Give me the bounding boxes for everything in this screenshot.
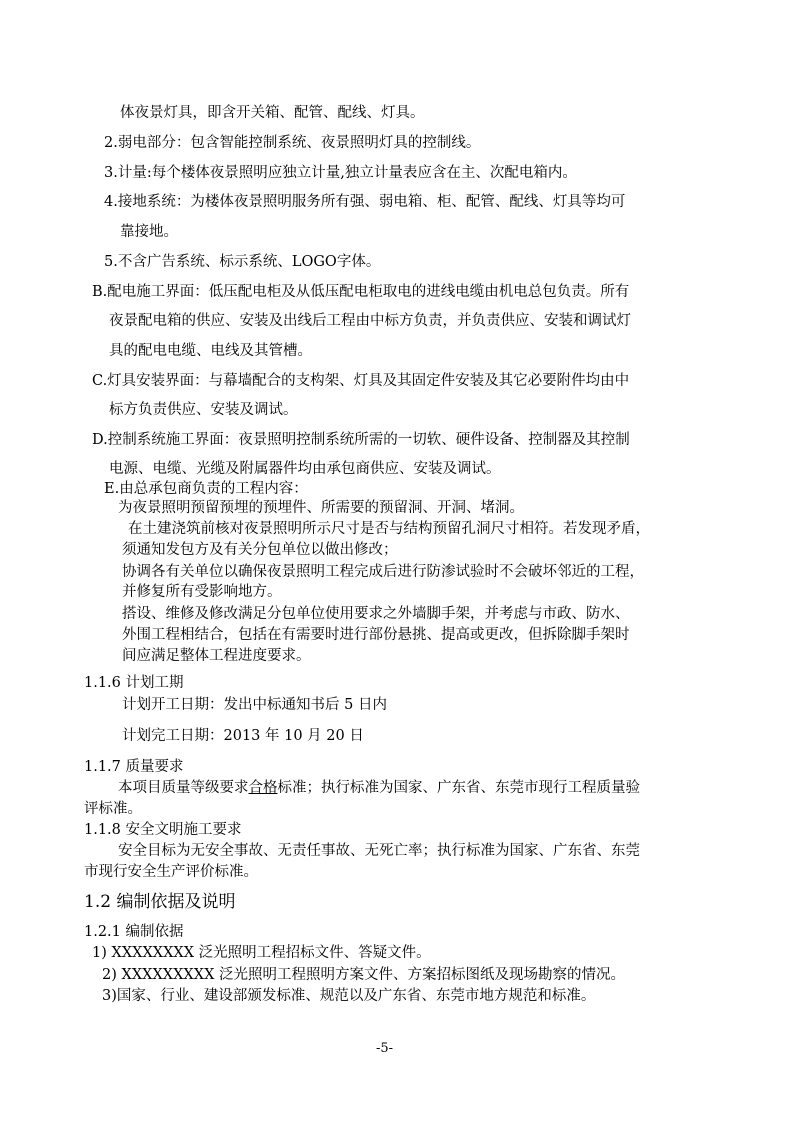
section-heading: 1.2 编制依据及说明: [84, 892, 236, 912]
page-number: -5-: [376, 1041, 394, 1056]
body-text-line: 在土建浇筑前核对夜景照明所示尺寸是否与结构预留孔洞尺寸相符。若发现矛盾，: [128, 521, 650, 537]
body-text-line: 体夜景灯具，即含开关箱、配管、配线、灯具。: [120, 105, 425, 121]
list-item: 4.接地系统：为楼体夜景照明服务所有强、弱电箱、柜、配管、配线、灯具等均可: [104, 194, 626, 210]
body-text-line: 电源、电缆、光缆及附属器件均由承包商供应、安装及调试。: [109, 461, 501, 477]
list-item: 3)国家、行业、建设部颁发标准、规范以及广东省、东莞市地方规范和标准。: [102, 988, 596, 1004]
body-text-line: 外围工程相结合，包括在有需要时进行部份悬挑、提高或更改，但拆除脚手架时: [122, 627, 630, 643]
body-text-line: 计划完工日期：2013 年 10 月 20 日: [122, 728, 364, 744]
underlined-text: 合格: [248, 780, 278, 796]
list-item: 1) XXXXXXXX 泛光照明工程招标文件、答疑文件。: [92, 945, 431, 961]
body-text-line: 间应满足整体工程进度要求。: [122, 648, 311, 664]
body-text-line: 为夜景照明预留预埋的预埋件、所需要的预留洞、开洞、堵洞。: [118, 500, 524, 516]
subsection-heading: 1.1.6 计划工期: [84, 675, 184, 691]
body-text-line: 标方负责供应、安装及调试。: [109, 402, 298, 418]
section-item: B.配电施工界面：低压配电柜及从低压配电柜取电的进线电缆由机电总包负责。所有: [92, 284, 630, 300]
body-text-line: 市现行安全生产评价标准。: [84, 864, 258, 880]
body-text-line: 靠接地。: [120, 224, 178, 240]
text-run: 标准；执行标准为国家、广东省、东莞市现行工程质量验: [277, 780, 640, 796]
list-item: 5.不含广告系统、标示系统、LOGO字体。: [104, 254, 381, 270]
body-text-line: 安全目标为无安全事故、无责任事故、无死亡率；执行标准为国家、广东省、东莞: [118, 843, 640, 859]
body-text-line: 须通知发包方及有关分包单位以做出修改；: [122, 542, 398, 558]
body-text-line: 并修复所有受影响地方。: [122, 584, 282, 600]
section-item: C.灯具安装界面：与幕墙配合的支构架、灯具及其固定件安装及其它必要附件均由中: [92, 373, 630, 389]
section-item: E.由总承包商负责的工程内容：: [104, 481, 308, 497]
body-text-line: 具的配电电缆、电线及其管槽。: [109, 343, 312, 359]
subsection-heading: 1.1.7 质量要求: [84, 759, 184, 775]
body-text-line: 协调各有关单位以确保夜景照明工程完成后进行防渗试验时不会破坏邻近的工程，: [122, 564, 644, 580]
body-text-line: 夜景配电箱的供应、安装及出线后工程由中标方负责，并负责供应、安装和调试灯: [109, 313, 631, 329]
list-item: 3.计量:每个楼体夜景照明应独立计量,独立计量表应含在主、次配电箱内。: [104, 165, 577, 181]
list-item: 2) XXXXXXXXX 泛光照明工程照明方案文件、方案招标图纸及现场勘察的情况。: [102, 967, 626, 983]
body-text-line: 评标准。: [84, 801, 142, 817]
subsection-heading: 1.1.8 安全文明施工要求: [84, 822, 242, 838]
body-text-line: 搭设、维修及修改满足分包单位使用要求之外墙脚手架，并考虑与市政、防水、: [122, 606, 630, 622]
body-text-line: 计划开工日期：发出中标通知书后 5 日内: [122, 697, 387, 713]
subsection-heading: 1.2.1 编制依据: [84, 924, 184, 940]
body-text-line: [118, 779, 640, 797]
list-item: 2.弱电部分：包含智能控制系统、夜景照明灯具的控制线。: [104, 135, 481, 151]
text-run: 本项目质量等级要求: [118, 780, 249, 796]
section-item: D.控制系统施工界面：夜景照明控制系统所需的一切软、硬件设备、控制器及其控制: [92, 432, 630, 448]
